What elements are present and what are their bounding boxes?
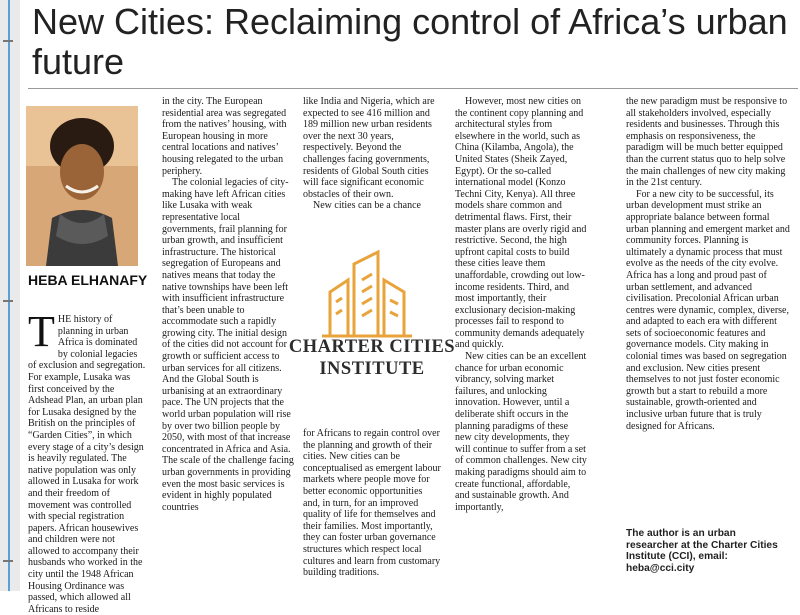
drop-cap: T bbox=[28, 307, 55, 356]
paragraph: New cities can be a chance bbox=[313, 200, 421, 212]
article-column-2 bbox=[162, 96, 294, 513]
author-photo bbox=[26, 106, 138, 266]
edge-binding-line bbox=[8, 0, 10, 591]
paragraph: like India and Nigeria, which are expected to see 416 million and 189 million new urban residents over the next 30 years, respectively. Beyond the challenges facing governments, residents of Global South cities will face significant economic obstacles of their own. bbox=[303, 96, 435, 200]
logo-wordmark: CHARTER CITIES INSTITUTE bbox=[288, 337, 456, 379]
paragraph: in the city. The European residential area was segregated from the natives’ housing, with European housing in more central locations and natives’ housing relegated to the urban periphery. bbox=[162, 96, 287, 177]
page-edge bbox=[0, 0, 20, 591]
article-column-3-continued bbox=[303, 428, 441, 579]
paragraph: for Africans to regain control over the planning and growth of their cities. New cities can be conceptualised as emergent labour markets where people move for better economic opportunities and, in turn, for an improved quality of life for themselves and their families. Most importantly, they can foster urban governance structures which respect local cultures and learn from customary building traditions. bbox=[303, 428, 441, 579]
author-portrait-illustration bbox=[26, 106, 138, 266]
paragraph: The colonial legacies of city-making have left African cities like Lusaka with weak representative local governments, frail planning for urban growth, and insufficient infrastructure. The historical segregation of Europeans and natives means that today the native townships have been left with insufficient infrastructure that’s been unable to accommodate such a rapidly growing city. The initial design of the cities did not account for growth or sufficient access to urban services for all citizens. And the Global South is urbanising at an extraordinary pace. The UN projects that the world urban population will rise by over two billion people by 2050, with most of that increase concentrated in Africa and Asia. The scale of the challenge facing urban governments in providing even the most basic services is evident in highly populated countries bbox=[162, 177, 294, 513]
paragraph: For a new city to be successful, its urban development must strike an appropriate balance between formal urban planning and emergent market and community forces. Planning is ultimately a dynamic process that must evolve as the needs of the city evolve. Africa has a long and proud past of urban settlement, and advanced civilisation. Precolonial African urban centres were dynamic, complex, diverse, and adapted to each era with different sets of socioeconomic features and governance models. City making in colonial times was based on segregation and exclusion. New cities present themselves to not just foster economic growth but a start to rebuild a more sustainable, growth-oriented and inclusive urban future that is truly designed for Africans. bbox=[626, 188, 790, 432]
article-column-4 bbox=[455, 96, 587, 513]
headline: New Cities: Reclaiming control of Africa’s urban future bbox=[32, 1, 788, 82]
author-name: HEBA ELHANAFY bbox=[28, 272, 148, 288]
paragraph: However, most new cities on the continent copy planning and architectural styles from elsewhere in the world, such as China (Kilamba, Angola), the United States (Sheik Zayed, Egypt). Or the so-called international model (Konzo Techni City, Kenya). All three models share common and detrimental flaws. First, their master plans are overly rigid and restrictive. Second, the high upfront capital costs to build these cities leave them unaffordable, crowding out low-income residents. Third, and most importantly, their exclusionary decision-making processes fail to respond to community demands adequately and quickly. bbox=[455, 96, 587, 351]
article-column-3 bbox=[303, 96, 439, 212]
paragraph: New cities can be an excellent chance for urban economic vibrancy, solving market failures, and unlocking innovation. However, until a deliberate shift occurs in the planning paradigms of these new city developments, they will continue to suffer from a set of common challenges. New city making paradigms should aim to create functional, affordable, and sustainable growth. And importantly, bbox=[455, 351, 587, 513]
paragraph: HE history of planning in urban Africa is dominated by colonial legacies of exclusion and segregation. For example, Lusaka was first conceived by the Adshead Plan, an urban plan for Lusaka designed by the British on the principles of “Garden Cities”, in which every stage of a city’s design is heavily regulated. The native population was only allowed in Lusaka for work and their freedom of movement was controlled with special registration papers. African housewives and children were not allowed to accompany their husbands who worked in the city until the 1948 African Housing Ordinance was passed, which allowed all Africans to reside bbox=[28, 314, 146, 615]
edge-tick bbox=[3, 300, 13, 302]
edge-tick bbox=[3, 40, 13, 42]
paragraph: the new paradigm must be responsive to all stakeholders involved, especially residents and businesses. Through this emphasis on responsiveness, the paradigm will be much better equipped than the current status quo to help solve the main challenges of new city making in the 21st century. bbox=[626, 96, 788, 189]
edge-tick bbox=[3, 560, 13, 562]
article-column-1 bbox=[28, 307, 146, 615]
author-bio: The author is an urban researcher at the Charter Cities Institute (CCI), email: heba@cci.city bbox=[626, 528, 778, 574]
article-column-5 bbox=[626, 96, 790, 432]
headline-rule bbox=[28, 88, 798, 89]
